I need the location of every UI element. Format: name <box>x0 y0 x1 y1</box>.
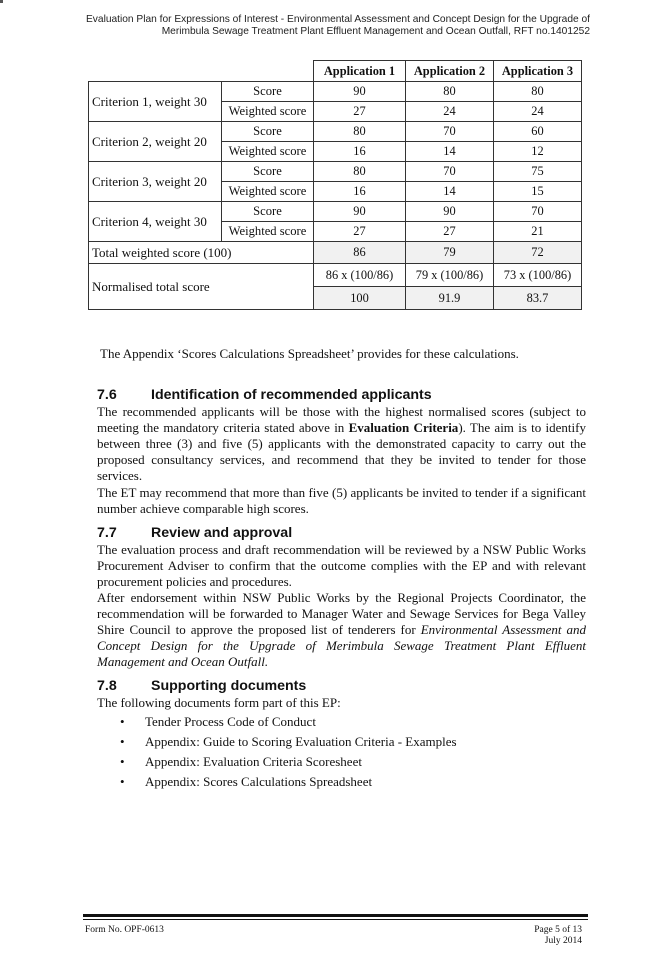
section-heading-7-8 <box>97 678 306 694</box>
section-7-7-paragraph-2 <box>97 590 586 670</box>
table-row <box>89 82 582 102</box>
table-row <box>89 202 582 222</box>
section-number: 7.8 <box>97 678 117 694</box>
total-cell: 79 <box>406 242 494 264</box>
footer-rule-thin <box>83 919 588 920</box>
list-item-text: Appendix: Scores Calculations Spreadsheet <box>145 774 373 789</box>
section-number: 7.6 <box>97 387 117 403</box>
criterion-label: Criterion 4, weight 30 <box>89 202 222 242</box>
normalised-formula-cell: 86 x (100/86) <box>314 264 406 287</box>
footer-form-number: Form No. OPF-0613 <box>85 925 164 935</box>
section-title: Review and approval <box>151 525 293 541</box>
criterion-label: Criterion 3, weight 20 <box>89 162 222 202</box>
section-heading-7-7 <box>97 525 292 541</box>
paragraph-text: The recommended applicants will be those with the highest normalised scores (subject to meeting the mandatory criteria stated above in <box>97 404 586 435</box>
table-row <box>89 122 582 142</box>
table-row <box>89 162 582 182</box>
criterion-label: Criterion 2, weight 20 <box>89 122 222 162</box>
list-item <box>120 754 457 774</box>
list-item-text: Tender Process Code of Conduct <box>145 714 316 729</box>
normalised-formula-cell: 79 x (100/86) <box>406 264 494 287</box>
score-cell: 80 <box>314 122 406 142</box>
weighted-label: Weighted score <box>222 142 314 162</box>
column-header: Application 2 <box>406 61 494 82</box>
list-item <box>120 714 457 734</box>
weighted-label: Weighted score <box>222 102 314 122</box>
normalised-value-cell: 83.7 <box>494 287 582 310</box>
total-label: Total weighted score (100) <box>89 242 314 264</box>
total-cell: 86 <box>314 242 406 264</box>
header-line-2: Merimbula Sewage Treatment Plant Effluent Management and Ocean Outfall, RFT no.1401252 <box>161 26 590 37</box>
score-cell: 70 <box>406 122 494 142</box>
criterion-label: Criterion 1, weight 30 <box>89 82 222 122</box>
weighted-cell: 16 <box>314 182 406 202</box>
supporting-documents-list <box>120 714 457 794</box>
normalised-label: Normalised total score <box>89 264 314 310</box>
normalised-value-cell: 100 <box>314 287 406 310</box>
score-cell: 80 <box>494 82 582 102</box>
weighted-cell: 21 <box>494 222 582 242</box>
section-heading-7-6 <box>97 387 432 403</box>
section-7-6-paragraph-2: The ET may recommend that more than five (5) applicants be invited to tender if a significant number achieve comparable high scores. <box>97 485 586 516</box>
weighted-cell: 27 <box>406 222 494 242</box>
paragraph-bold-text: Evaluation Criteria <box>348 420 459 435</box>
column-header: Application 1 <box>314 61 406 82</box>
section-title: Supporting documents <box>151 678 307 694</box>
section-title: Identification of recommended applicants <box>151 387 432 403</box>
paragraph-text: After endorsement within NSW Public Works by the Regional Projects Coordinator, the recommendation will be forwarded to Manager Water and Sewage Services for Bega Valley Shire Council to approve the proposed list of tenderers for <box>97 590 586 637</box>
footer-page-info <box>534 925 582 947</box>
normalised-formula-cell: 73 x (100/86) <box>494 264 582 287</box>
header-line-1: Evaluation Plan for Expressions of Interest - Environmental Assessment and Concept Design for the Upgrade of <box>86 14 590 25</box>
score-cell: 90 <box>406 202 494 222</box>
list-item <box>120 774 457 794</box>
section-number: 7.7 <box>97 525 117 541</box>
paragraph-text: ). The aim is to identify between three (3) and five (5) applicants with the demonstrated capacity to carry out the proposed consultancy services, and recommend that they be invited to tender for those services. <box>97 420 586 483</box>
score-cell: 75 <box>494 162 582 182</box>
list-item <box>120 734 457 754</box>
weighted-cell: 24 <box>406 102 494 122</box>
footer-date: July 2014 <box>544 936 582 946</box>
table-header-row <box>89 61 582 82</box>
weighted-cell: 16 <box>314 142 406 162</box>
weighted-cell: 14 <box>406 182 494 202</box>
page-speck <box>0 0 3 3</box>
weighted-cell: 12 <box>494 142 582 162</box>
weighted-cell: 24 <box>494 102 582 122</box>
bullet-icon: • <box>120 734 125 749</box>
scores-table <box>88 60 582 310</box>
score-cell: 80 <box>406 82 494 102</box>
score-label: Score <box>222 202 314 222</box>
score-label: Score <box>222 162 314 182</box>
page-header <box>70 14 590 38</box>
bullet-icon: • <box>120 774 125 789</box>
score-cell: 80 <box>314 162 406 182</box>
table-row <box>89 242 582 264</box>
footer-page-number: Page 5 of 13 <box>534 925 582 935</box>
paragraph-italic-text: Environmental Assessment and Concept Design for the Upgrade of Merimbula Sewage Treatment Plant Effluent Management and Ocean Outfall. <box>97 622 586 669</box>
normalised-value-cell: 91.9 <box>406 287 494 310</box>
score-cell: 90 <box>314 82 406 102</box>
score-cell: 70 <box>494 202 582 222</box>
section-7-7-paragraph-1: The evaluation process and draft recommendation will be reviewed by a NSW Public Works Procurement Adviser to confirm that the outcome complies with the EP and with relevant procurement policies and procedures. <box>97 542 586 589</box>
score-cell: 90 <box>314 202 406 222</box>
footer-rule-thick <box>83 914 588 917</box>
weighted-cell: 14 <box>406 142 494 162</box>
bullet-icon: • <box>120 714 125 729</box>
weighted-cell: 27 <box>314 222 406 242</box>
table-caption: The Appendix ‘Scores Calculations Spreadsheet’ provides for these calculations. <box>100 346 519 361</box>
score-cell: 70 <box>406 162 494 182</box>
total-cell: 72 <box>494 242 582 264</box>
section-7-6-paragraph-1 <box>97 404 586 484</box>
bullet-icon: • <box>120 754 125 769</box>
column-header: Application 3 <box>494 61 582 82</box>
weighted-label: Weighted score <box>222 222 314 242</box>
weighted-cell: 27 <box>314 102 406 122</box>
weighted-label: Weighted score <box>222 182 314 202</box>
table-row <box>89 264 582 287</box>
section-7-8-intro: The following documents form part of this EP: <box>97 695 341 710</box>
list-item-text: Appendix: Guide to Scoring Evaluation Criteria - Examples <box>145 734 457 749</box>
weighted-cell: 15 <box>494 182 582 202</box>
list-item-text: Appendix: Evaluation Criteria Scoresheet <box>145 754 362 769</box>
score-label: Score <box>222 122 314 142</box>
score-label: Score <box>222 82 314 102</box>
score-cell: 60 <box>494 122 582 142</box>
